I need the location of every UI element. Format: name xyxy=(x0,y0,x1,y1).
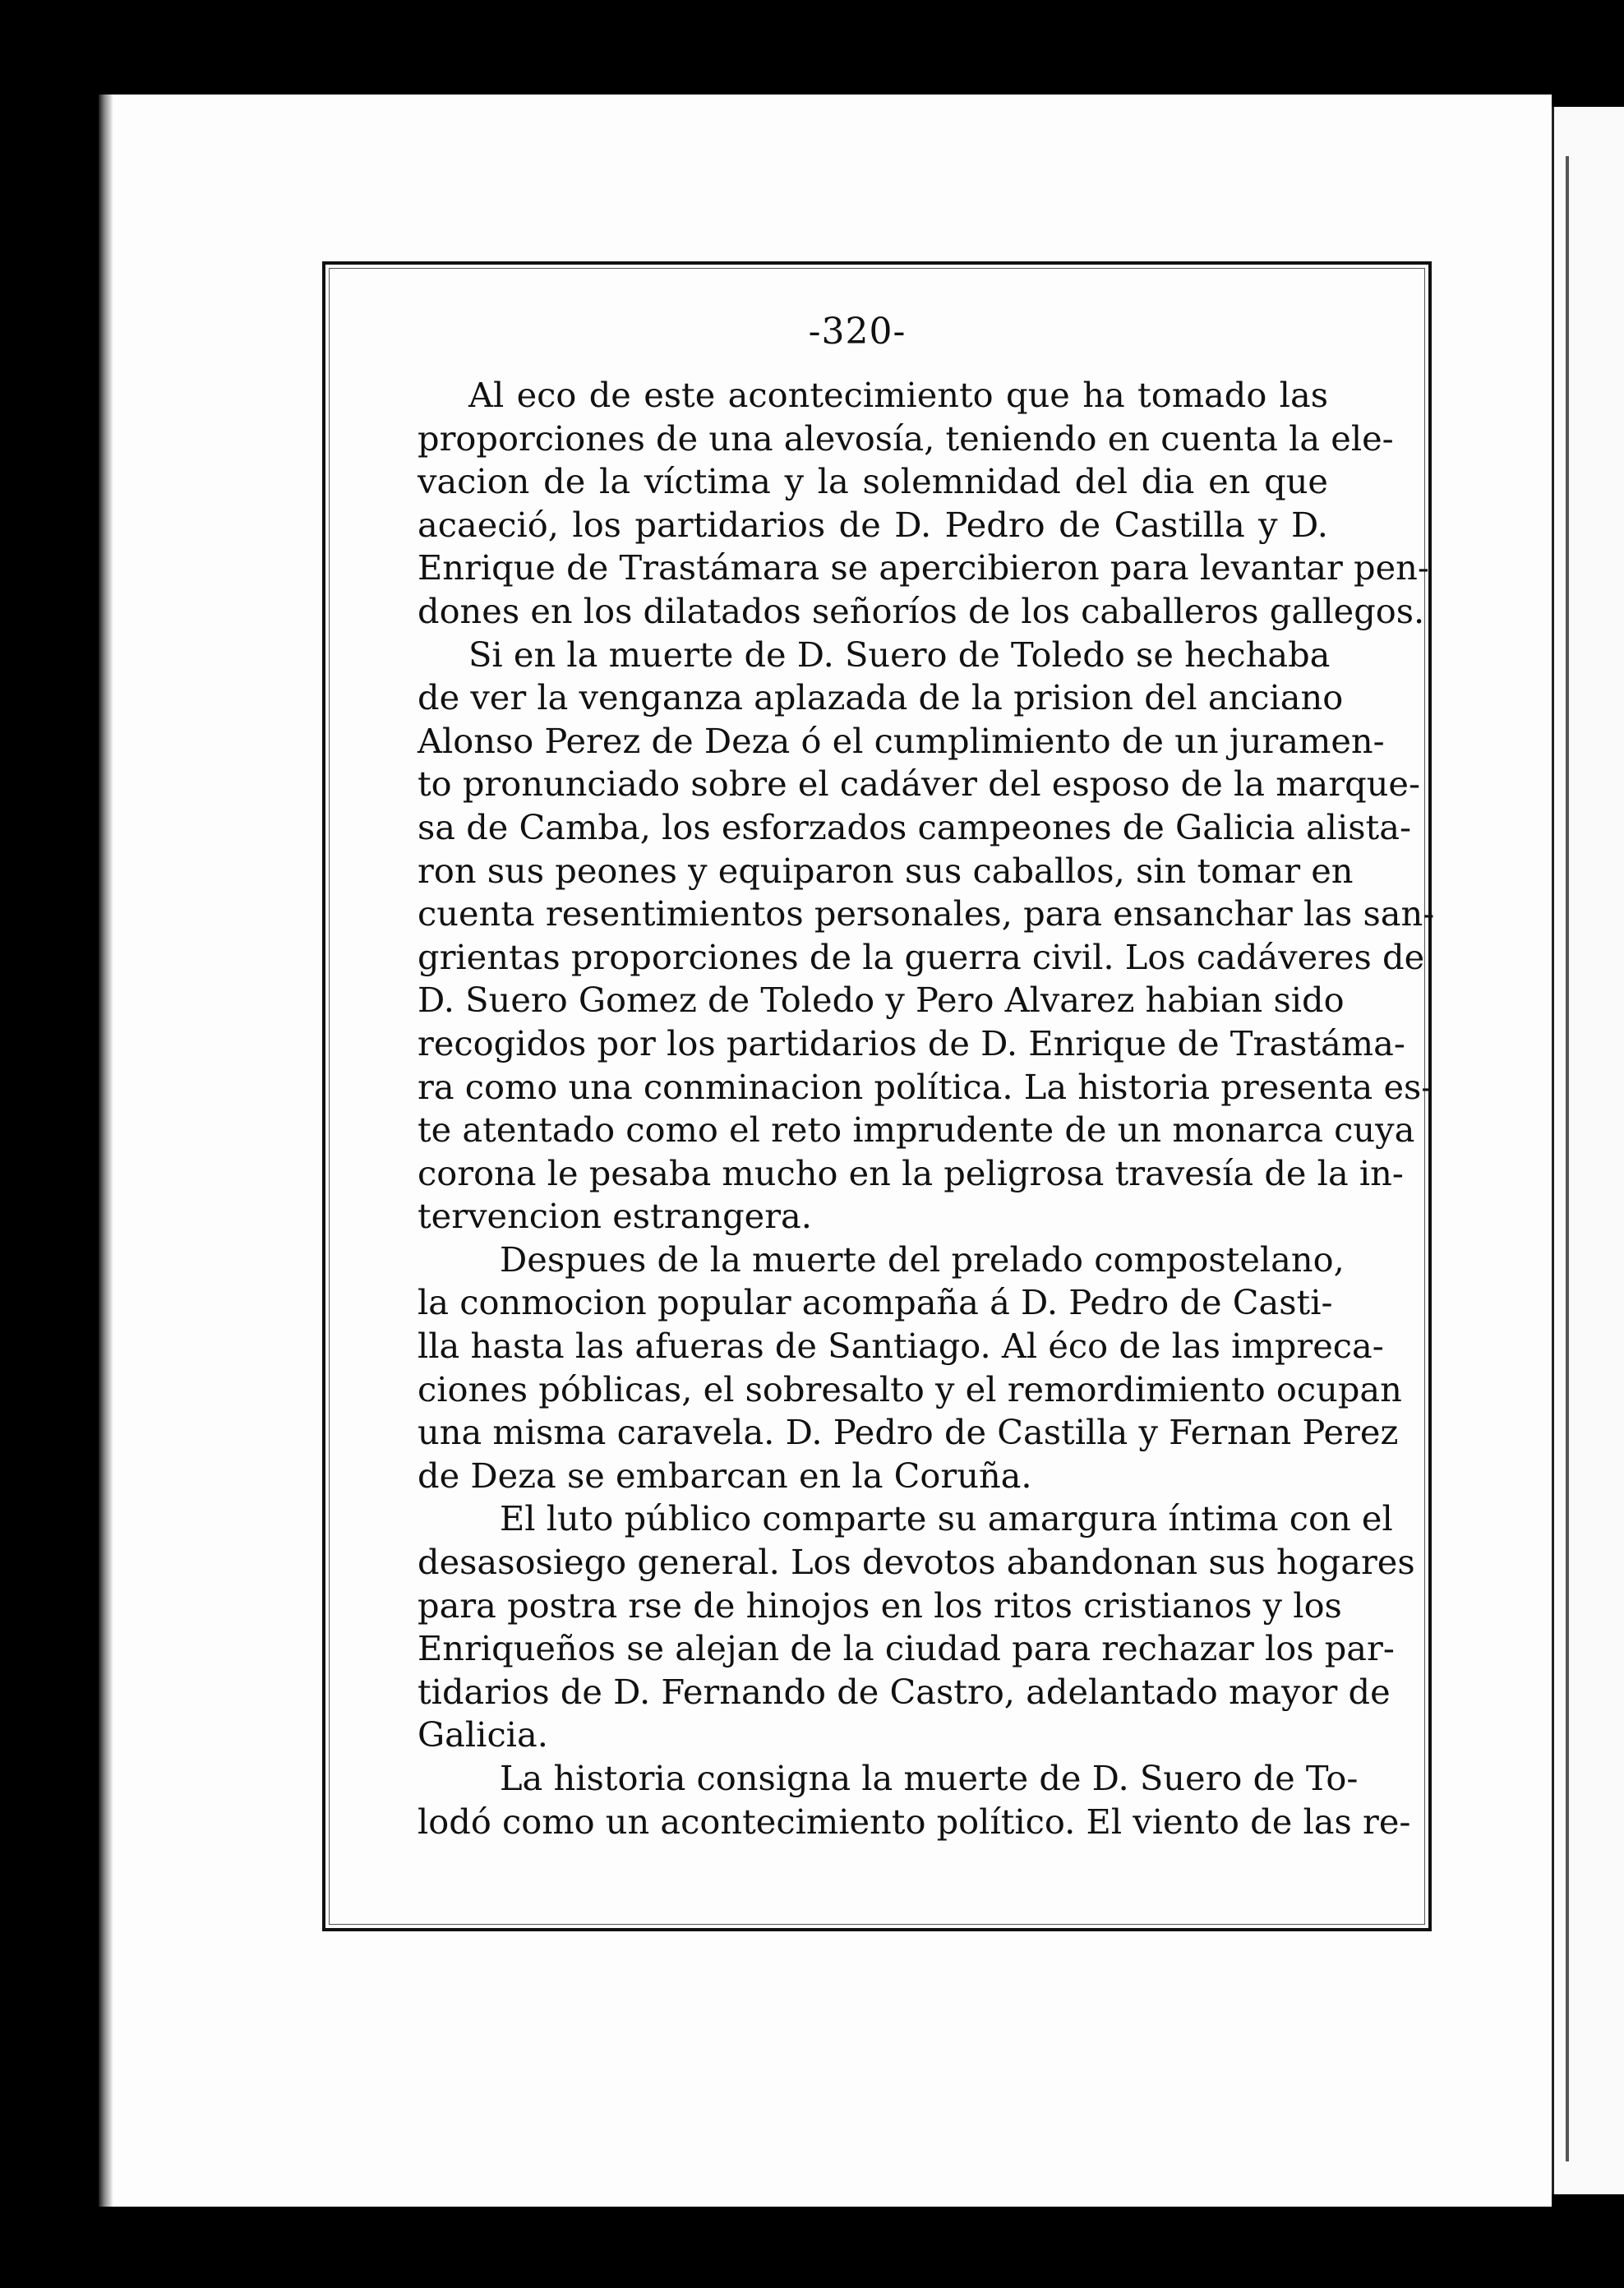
text-line: cuenta resentimientos personales, para ensanchar las san- xyxy=(418,893,1435,934)
text-line: Al eco de este acontecimiento que ha tomado las xyxy=(468,375,1328,415)
paragraph-3 xyxy=(418,1239,1402,1498)
text-line: recogidos por los partidarios de D. Enrique de Trastáma- xyxy=(418,1022,1405,1063)
text-line: lodó como un acontecimiento político. El viento de las re- xyxy=(418,1801,1411,1842)
text-line: desasosiego general. Los devotos abandonan sus hogares xyxy=(418,1542,1415,1583)
text-line: Enrique de Trastámara se apercibieron para levantar pen- xyxy=(418,547,1429,588)
text-line: D. Suero Gomez de Toledo y Pero Alvarez habian sido xyxy=(418,980,1345,1021)
text-line: una misma caravela. D. Pedro de Castilla y Fernan Perez xyxy=(418,1412,1399,1453)
text-line: El luto público comparte su amargura íntima con el xyxy=(500,1498,1393,1539)
text-line: Despues de la muerte del prelado compostelano, xyxy=(500,1239,1345,1280)
text-line: ciones póblicas, el sobresalto y el remordimiento ocupan xyxy=(418,1368,1402,1409)
binding-edge xyxy=(99,95,113,2207)
text-line: corona le pesaba mucho en la peligrosa travesía de la in- xyxy=(418,1152,1404,1193)
text-line: lla hasta las afueras de Santiago. Al éco de las impreca- xyxy=(418,1326,1384,1367)
text-line: la conmocion popular acompaña á D. Pedro de Casti- xyxy=(418,1282,1333,1323)
text-line: te atentado como el reto imprudente de un monarca cuya xyxy=(418,1109,1415,1151)
text-line: grientas proporciones de la guerra civil. Los cadáveres de xyxy=(418,936,1425,977)
text-line: sa de Camba, los esforzados campeones de Galicia alista- xyxy=(418,806,1411,847)
text-line: Si en la muerte de D. Suero de Toledo se hechaba xyxy=(468,634,1331,675)
text-line: vacion de la víctima y la solemnidad del dia en que xyxy=(418,461,1328,502)
text-line: dones en los dilatados señoríos de los caballeros gallegos. xyxy=(418,590,1425,631)
text-line: ra como una conminacion política. La historia presenta es- xyxy=(418,1066,1433,1107)
next-page-edge xyxy=(1552,107,1624,2194)
text-line: Enriqueños se alejan de la ciudad para rechazar los par- xyxy=(418,1628,1395,1669)
text-line: para postra rse de hinojos en los ritos cristianos y los xyxy=(418,1585,1342,1626)
text-line: La historia consigna la muerte de D. Suero de To- xyxy=(500,1758,1359,1798)
text-line: Alonso Perez de Deza ó el cumplimiento de un juramen- xyxy=(418,720,1385,761)
text-line: tervencion estrangera. xyxy=(418,1196,812,1237)
text-line: to pronunciado sobre el cadáver del esposo de la marque- xyxy=(418,763,1421,805)
text-line: tidarios de D. Fernando de Castro, adelantado mayor de xyxy=(418,1671,1391,1712)
text-line: acaeció, los partidarios de D. Pedro de Castilla y D. xyxy=(418,504,1328,545)
text-line: de ver la venganza aplazada de la prision del anciano xyxy=(418,677,1344,718)
paragraph-4 xyxy=(418,1497,1415,1757)
paragraph-5 xyxy=(418,1757,1411,1843)
text-line: de Deza se embarcan en la Coruña. xyxy=(418,1455,1032,1496)
text-line: Galicia. xyxy=(418,1714,548,1755)
text-body xyxy=(418,374,1435,1843)
paragraph-1 xyxy=(418,374,1429,634)
text-line: proporciones de una alevosía, teniendo en cuenta la ele- xyxy=(418,417,1394,459)
text-line: ron sus peones y equiparon sus caballos, sin tomar en xyxy=(418,850,1354,891)
next-page-edge-line xyxy=(1566,156,1569,2161)
page-number: -320- xyxy=(808,311,907,353)
paragraph-2 xyxy=(418,634,1435,1239)
